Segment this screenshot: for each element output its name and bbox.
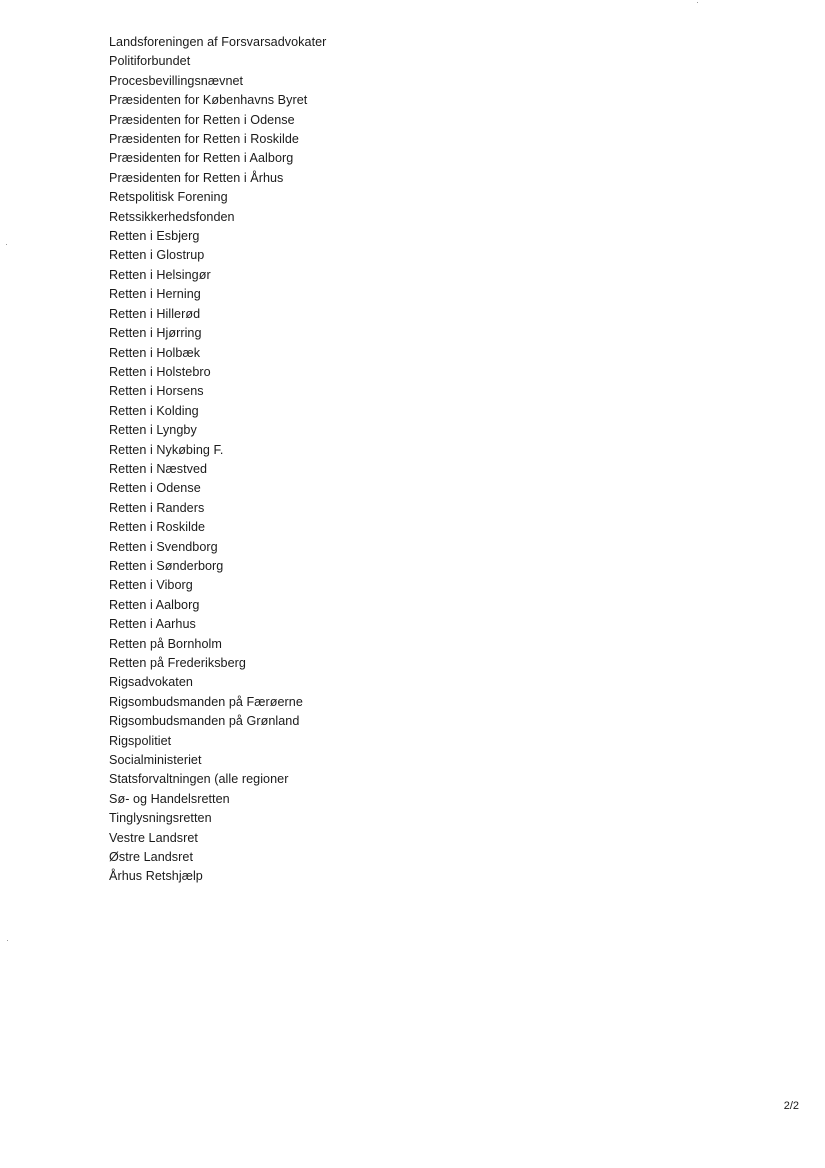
list-item: Retten i Kolding	[109, 403, 199, 418]
list-item: Retten i Holstebro	[109, 364, 211, 379]
list-item: Tinglysningsretten	[109, 811, 212, 826]
list-item: Retten i Glostrup	[109, 248, 205, 263]
list-item: Præsidenten for Retten i Århus	[109, 170, 284, 185]
list-item: Sø- og Handelsretten	[109, 791, 230, 806]
list-item: Retten i Esbjerg	[109, 229, 200, 244]
list-item: Procesbevillingsnævnet	[109, 73, 244, 88]
hearing-list	[109, 33, 326, 887]
list-item: Retten i Nykøbing F.	[109, 442, 224, 457]
list-item: Rigspolitiet	[109, 733, 172, 748]
list-item: Retten i Hjørring	[109, 326, 202, 341]
list-item: Præsidenten for Københavns Byret	[109, 93, 308, 108]
list-item: Århus Retshjælp	[109, 869, 203, 884]
list-item: Rigsadvokaten	[109, 675, 193, 690]
list-item: Retten i Viborg	[109, 578, 193, 593]
list-item: Præsidenten for Retten i Odense	[109, 112, 295, 127]
scan-speck	[697, 2, 698, 3]
list-item: Retten i Aarhus	[109, 617, 196, 632]
list-item: Østre Landsret	[109, 850, 193, 865]
scan-speck	[6, 244, 7, 245]
list-item: Vestre Landsret	[109, 830, 198, 845]
list-item: Politiforbundet	[109, 54, 191, 69]
list-item: Rigsombudsmanden på Grønland	[109, 714, 300, 729]
list-item: Retten i Randers	[109, 500, 205, 515]
list-item: Retten i Herning	[109, 287, 201, 302]
list-item: Retten i Roskilde	[109, 520, 206, 535]
list-item: Retten i Sønderborg	[109, 558, 224, 573]
list-item: Retten i Hillerød	[109, 306, 201, 321]
list-item: Retten i Holbæk	[109, 345, 201, 360]
list-item: Socialministeriet	[109, 753, 202, 768]
list-item: Retten i Odense	[109, 481, 201, 496]
list-item: Retspolitisk Forening	[109, 190, 228, 205]
list-item: Retten i Lyngby	[109, 423, 197, 438]
list-item: Landsforeningen af Forsvarsadvokater	[109, 35, 327, 49]
list-item: Retten i Horsens	[109, 384, 204, 399]
list-item: Præsidenten for Retten i Aalborg	[109, 151, 294, 166]
list-item: Retssikkerhedsfonden	[109, 209, 235, 224]
list-item: Retten i Helsingør	[109, 267, 211, 282]
list-item: Rigsombudsmanden på Færøerne	[109, 694, 303, 709]
list-item: Retten i Næstved	[109, 461, 208, 476]
list-item: Retten i Svendborg	[109, 539, 218, 554]
scan-speck	[7, 940, 8, 941]
list-item: Retten på Bornholm	[109, 636, 222, 651]
list-item: Præsidenten for Retten i Roskilde	[109, 132, 299, 147]
list-item: Statsforvaltningen (alle regioner	[109, 772, 289, 787]
list-item: Retten i Aalborg	[109, 597, 200, 612]
list-item: Retten på Frederiksberg	[109, 656, 246, 670]
page-number: 2/2	[783, 1100, 799, 1112]
